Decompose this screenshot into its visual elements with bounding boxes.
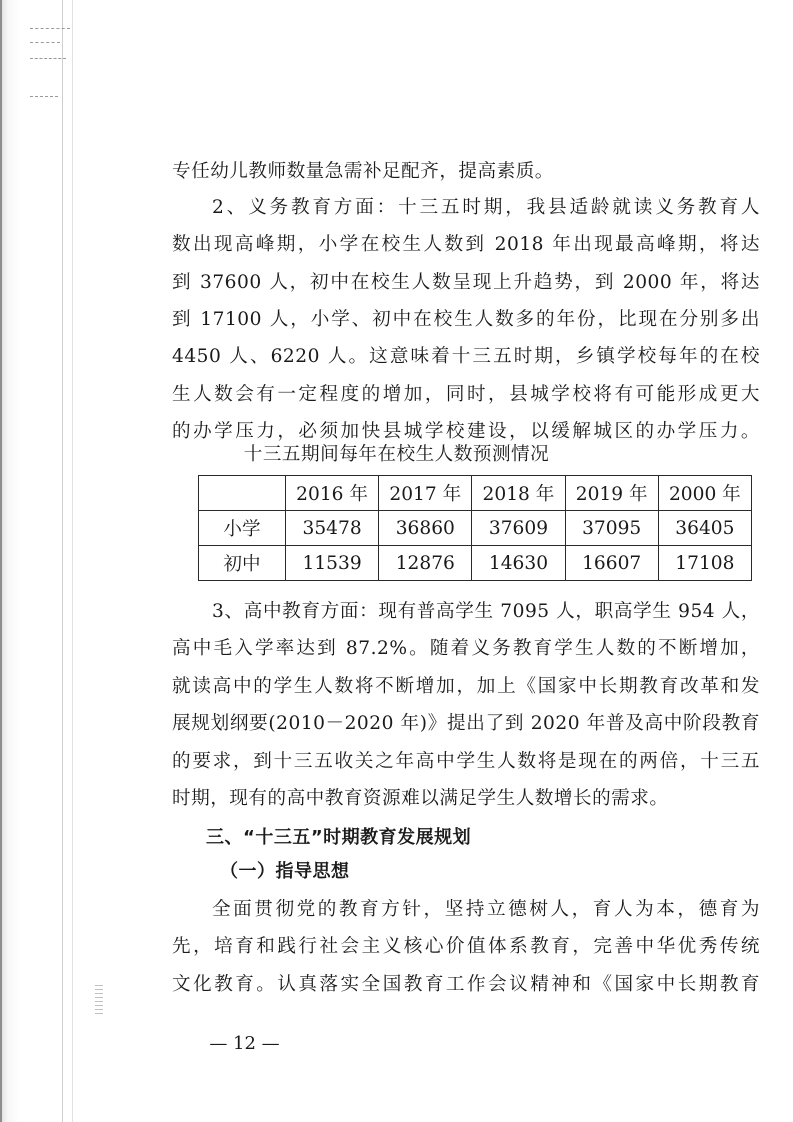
scan-fold-line — [62, 0, 63, 1122]
paragraph-line: 先，培育和践行社会主义核心价值体系教育，完善中华优秀传统 — [172, 936, 760, 957]
table-row-label: 小学 — [199, 511, 286, 546]
enrollment-prediction-table — [198, 475, 752, 581]
scan-mark — [30, 28, 70, 29]
paragraph-line: 专任幼儿教师数量急需补足配齐，提高素质。 — [172, 161, 554, 182]
scan-mark — [30, 96, 58, 97]
paragraph-line: 的办学压力，必须加快县城学校建设，以缓解城区的办学压力。 — [172, 421, 760, 442]
table-cell: 36405 — [658, 511, 751, 546]
subsection-heading: （一）指导思想 — [220, 861, 350, 882]
table-header-cell: 2019 年 — [565, 476, 658, 511]
scan-mark — [30, 42, 60, 43]
paragraph-line: 展规划纲要(2010－2020 年)》提出了到 2020 年普及高中阶段教育 — [172, 713, 760, 734]
table-cell: 17108 — [658, 546, 751, 581]
table-cell: 14630 — [472, 546, 565, 581]
table-cell: 36860 — [379, 511, 472, 546]
paragraph-line: 2、义务教育方面：十三五时期，我县适龄就读义务教育人 — [212, 197, 760, 218]
table-header-cell: 2000 年 — [658, 476, 751, 511]
table-cell: 12876 — [379, 546, 472, 581]
table-cell: 37095 — [565, 511, 658, 546]
paragraph-line: 就读高中的学生人数将不断增加，加上《国家中长期教育改革和发 — [172, 676, 760, 697]
paragraph-line: 3、高中教育方面：现有普高学生 7095 人，职高学生 954 人， — [212, 601, 760, 622]
table-caption: 十三五期间每年在校生人数预测情况 — [243, 444, 550, 465]
table-cell: 16607 — [565, 546, 658, 581]
scan-fold-line — [72, 0, 73, 1122]
paragraph-line: 文化教育。认真落实全国教育工作会议精神和《国家中长期教育 — [172, 974, 760, 995]
table-cell: 37609 — [472, 511, 565, 546]
table-header-row — [199, 476, 752, 511]
table-row — [199, 511, 752, 546]
table-header-cell: 2017 年 — [379, 476, 472, 511]
paragraph-line: 生人数会有一定程度的增加，同时，县城学校将有可能形成更大 — [172, 384, 760, 405]
scan-speck — [95, 985, 103, 1015]
paragraph-line: 时期，现有的高中教育资源难以满足学生人数增长的需求。 — [172, 788, 669, 809]
section-heading: 三、“十三五”时期教育发展规划 — [206, 827, 472, 848]
page-number: — 12 — — [209, 1033, 280, 1054]
table-row-label: 初中 — [199, 546, 286, 581]
paragraph-line: 全面贯彻党的教育方针，坚持立德树人，育人为本，德育为 — [212, 899, 760, 920]
table-row — [199, 546, 752, 581]
paragraph-line: 数出现高峰期，小学在校生人数到 2018 年出现最高峰期，将达 — [172, 234, 760, 255]
table-header-cell: 2016 年 — [286, 476, 379, 511]
paragraph-line: 的要求，到十三五收关之年高中学生人数将是现在的两倍，十三五 — [172, 751, 760, 772]
paragraph-line: 到 37600 人，初中在校生人数呈现上升趋势，到 2000 年，将达 — [172, 272, 760, 293]
paragraph-line: 到 17100 人，小学、初中在校生人数多的年份，比现在分别多出 — [172, 309, 760, 330]
scan-left-edge — [0, 0, 48, 1122]
paragraph-line: 高中毛入学率达到 87.2%。随着义务教育学生人数的不断增加， — [172, 638, 760, 659]
table-cell: 11539 — [286, 546, 379, 581]
table-cell: 35478 — [286, 511, 379, 546]
table-header-cell: 2018 年 — [472, 476, 565, 511]
scan-mark — [30, 58, 66, 59]
table-header-cell — [199, 476, 286, 511]
paragraph-line: 4450 人、6220 人。这意味着十三五时期，乡镇学校每年的在校 — [172, 346, 760, 367]
